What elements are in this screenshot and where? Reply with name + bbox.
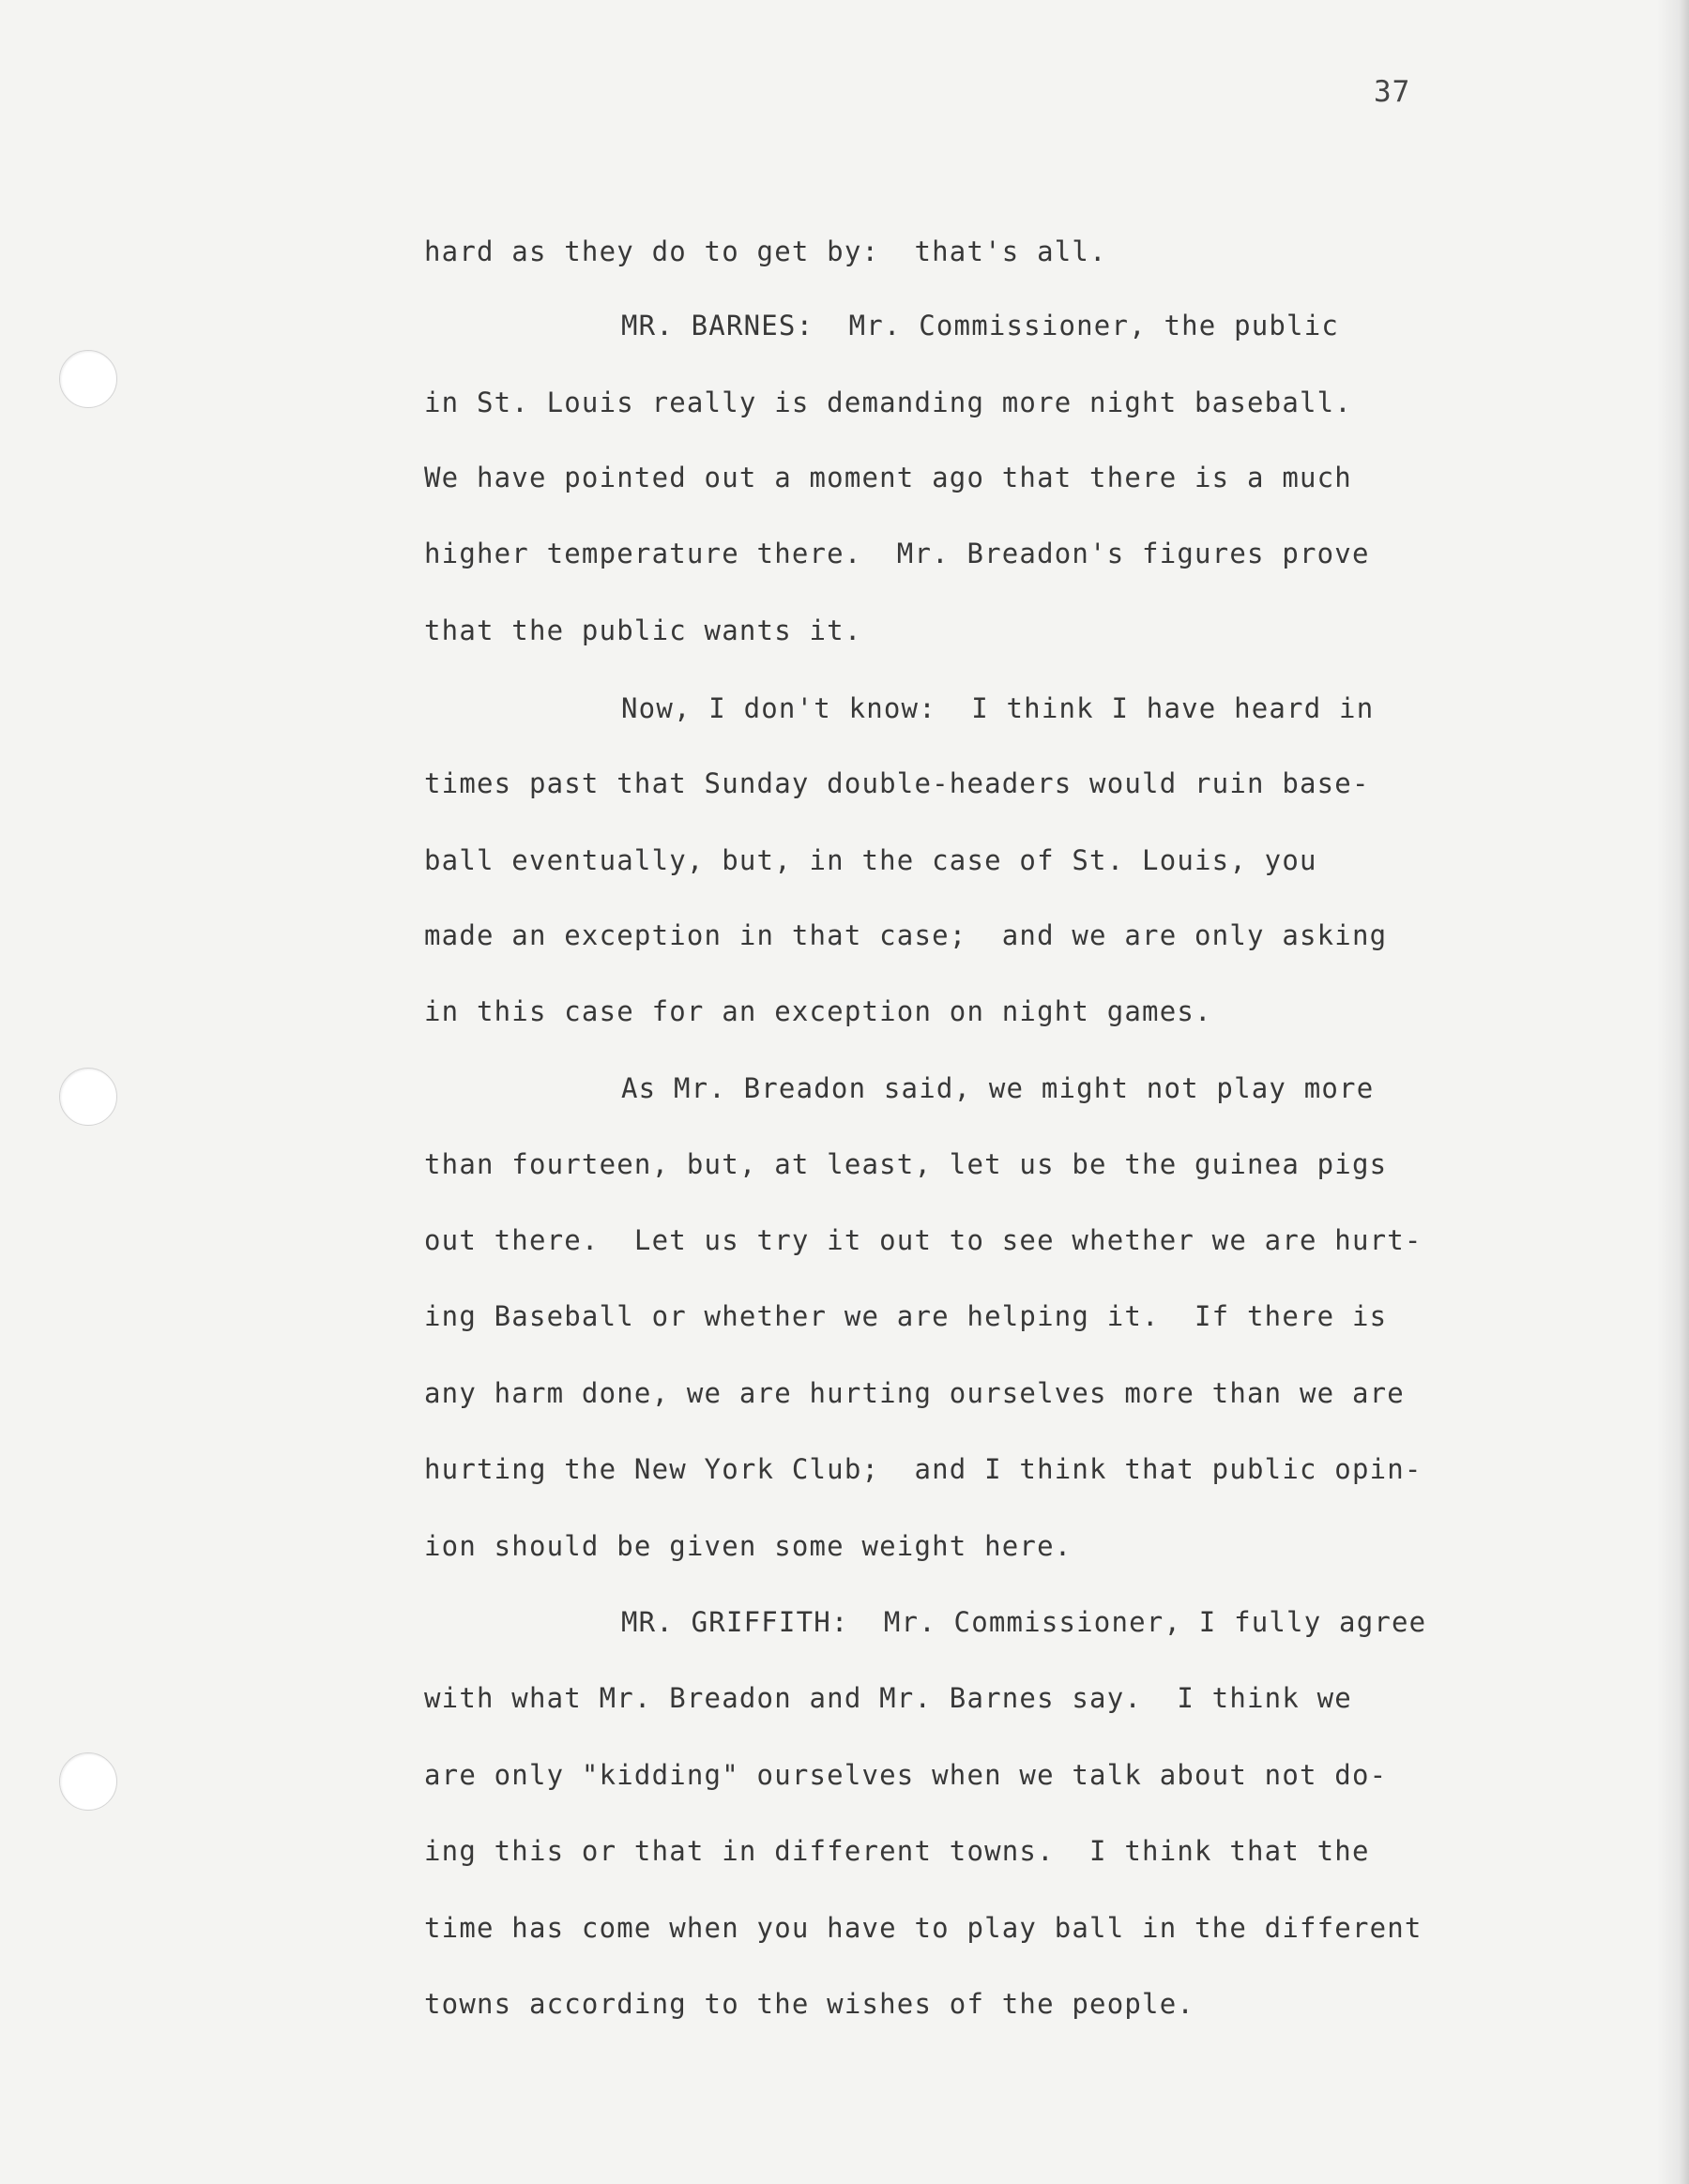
transcript-line: made an exception in that case; and we are only asking	[424, 919, 1388, 951]
transcript-line: any harm done, we are hurting ourselves more than we are	[424, 1377, 1405, 1409]
transcript-line: ing this or that in different towns. I think that the	[424, 1835, 1370, 1867]
speaker-line: MR. GRIFFITH: Mr. Commissioner, I fully agree	[621, 1606, 1427, 1638]
paper-edge-shadow	[1657, 0, 1689, 2184]
transcript-line: in St. Louis really is demanding more night baseball.	[424, 387, 1352, 418]
transcript-line: hard as they do to get by: that's all.	[424, 235, 1107, 267]
transcript-line: time has come when you have to play ball in the different	[424, 1912, 1423, 1944]
transcript-line: ion should be given some weight here.	[424, 1530, 1073, 1562]
punch-hole-icon	[59, 350, 117, 408]
transcript-line: ing Baseball or whether we are helping it. If there is	[424, 1300, 1388, 1332]
transcript-line: times past that Sunday double-headers would ruin base-	[424, 767, 1370, 799]
transcript-line: with what Mr. Breadon and Mr. Barnes say. I think we	[424, 1682, 1352, 1714]
transcript-line: that the public wants it.	[424, 614, 862, 646]
speaker-line: MR. BARNES: Mr. Commissioner, the public	[621, 310, 1340, 341]
transcript-line: hurting the New York Club; and I think that public opin-	[424, 1453, 1423, 1485]
transcript-line: We have pointed out a moment ago that there is a much	[424, 462, 1352, 493]
paragraph-start-line: As Mr. Breadon said, we might not play more	[621, 1072, 1375, 1104]
punch-hole-icon	[59, 1068, 117, 1126]
transcript-line: than fourteen, but, at least, let us be the guinea pigs	[424, 1148, 1388, 1180]
transcript-line: higher temperature there. Mr. Breadon's figures prove	[424, 538, 1370, 569]
punch-hole-icon	[59, 1752, 117, 1811]
transcript-line: ball eventually, but, in the case of St. Louis, you	[424, 844, 1317, 876]
transcript-line: in this case for an exception on night games.	[424, 995, 1212, 1027]
page-number: 37	[1374, 75, 1411, 109]
paragraph-start-line: Now, I don't know: I think I have heard in	[621, 692, 1375, 724]
transcript-line: out there. Let us try it out to see whether we are hurt-	[424, 1224, 1423, 1256]
transcript-line: are only "kidding" ourselves when we talk about not do-	[424, 1759, 1388, 1791]
transcript-line: towns according to the wishes of the people.	[424, 1988, 1195, 2020]
